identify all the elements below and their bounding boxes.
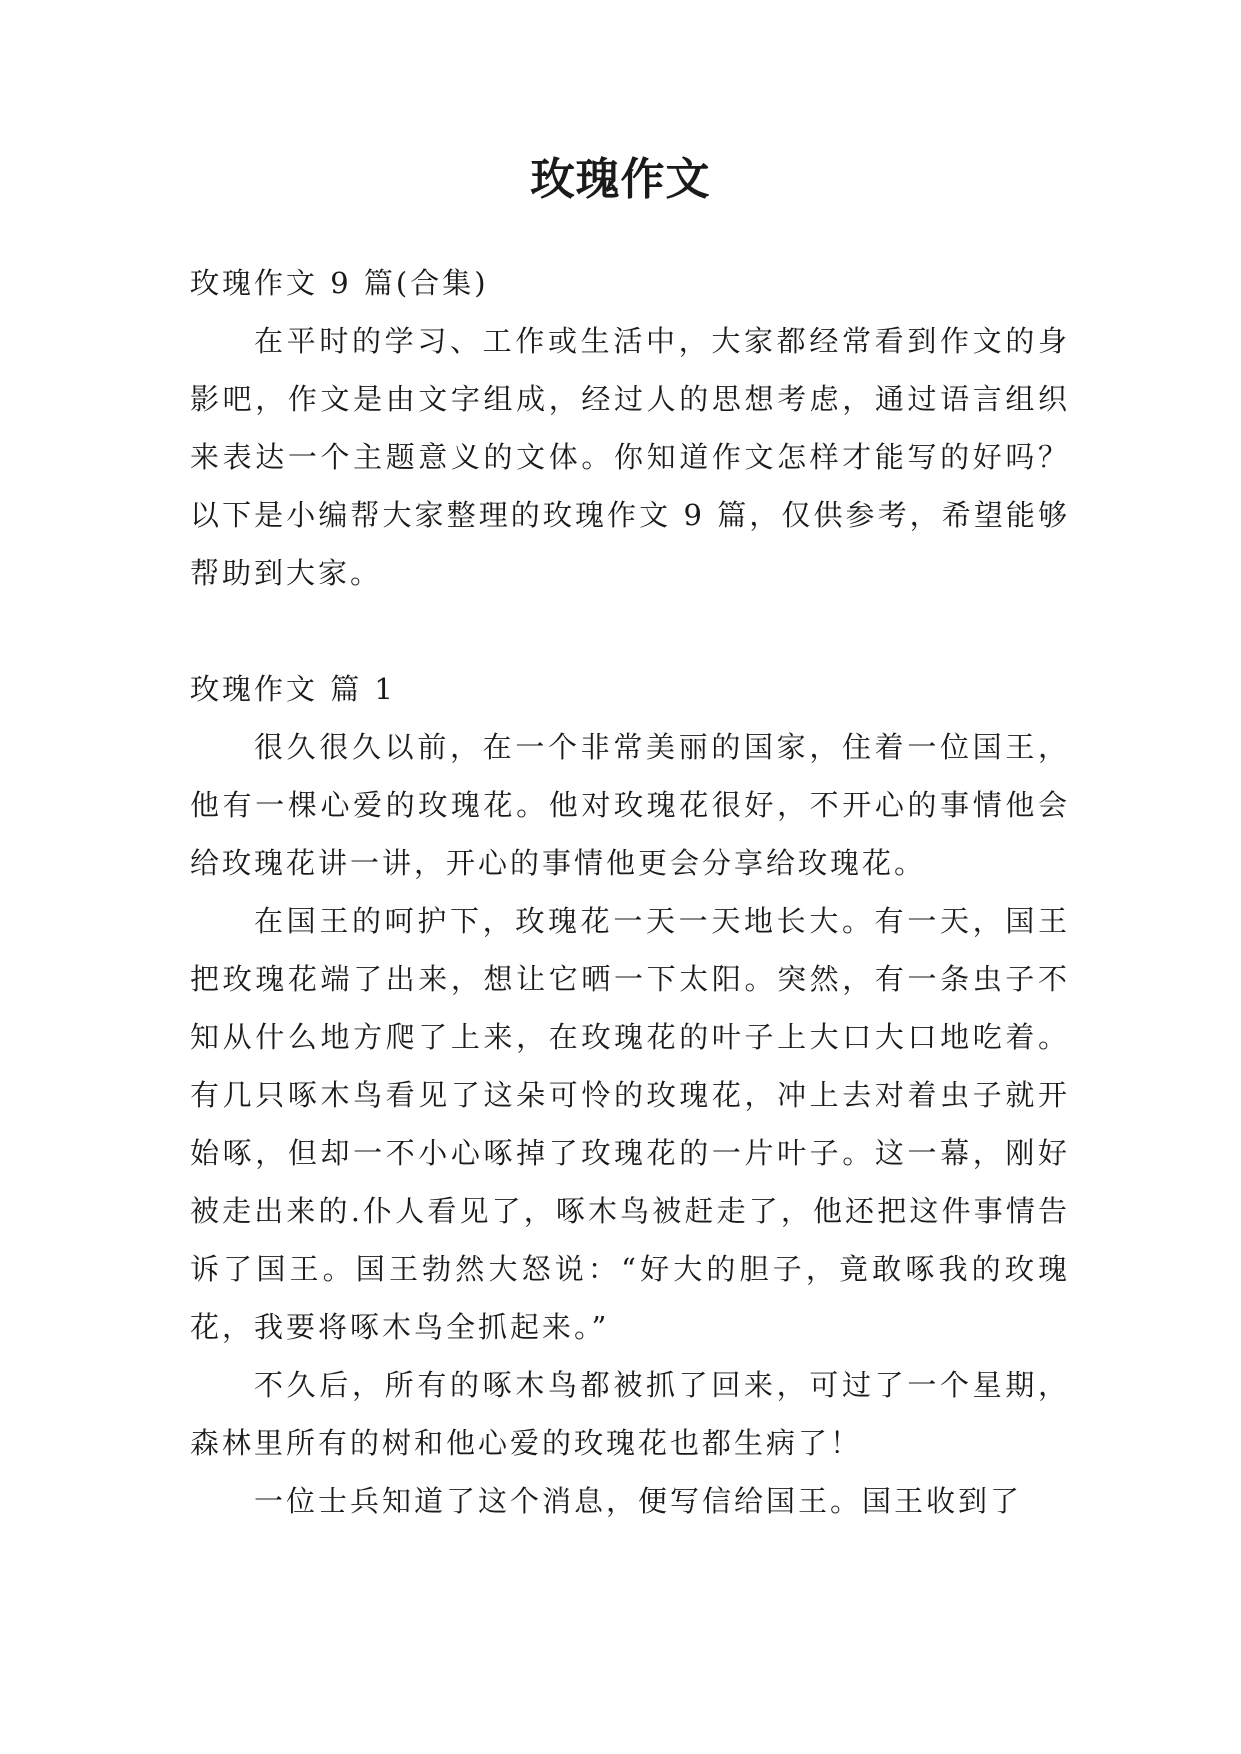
- intro-paragraph: 在平时的学习、工作或生活中，大家都经常看到作文的身影吧，作文是由文字组成，经过人的思想考虑，通过语言组织来表达一个主题意义的文体。你知道作文怎样才能写的好吗？以下是小编帮大家整理的玫瑰作文 9 篇，仅供参考，希望能够帮助到大家。: [190, 324, 1070, 590]
- body-paragraph: 在国王的呵护下，玫瑰花一天一天地长大。有一天，国王把玫瑰花端了出来，想让它晒一下太阳。突然，有一条虫子不知从什么地方爬了上来，在玫瑰花的叶子上大口大口地吃着。有几只啄木鸟看见了这朵可怜的玫瑰花，冲上去对着虫子就开始啄，但却一不小心啄掉了玫瑰花的一片叶子。这一幕，刚好被走出来的.仆人看见了，啄木鸟被赶走了，他还把这件事情告诉了国王。国王勃然大怒说：“好大的胆子，竟敢啄我的玫瑰花，我要将啄木鸟全抓起来。”: [190, 904, 1070, 1344]
- body-paragraph: 很久很久以前，在一个非常美丽的国家，住着一位国王，他有一棵心爱的玫瑰花。他对玫瑰花很好，不开心的事情他会给玫瑰花讲一讲，开心的事情他更会分享给玫瑰花。: [190, 730, 1070, 880]
- document-body: [190, 254, 1070, 1530]
- body-paragraph: 不久后，所有的啄木鸟都被抓了回来，可过了一个星期，森林里所有的树和他心爱的玫瑰花也都生病了！: [190, 1368, 1070, 1460]
- document-title: 玫瑰作文: [530, 154, 711, 205]
- document-subtitle: 玫瑰作文 9 篇(合集): [190, 266, 489, 300]
- body-paragraph: 一位士兵知道了这个消息，便写信给国王。国王收到了: [254, 1484, 1023, 1518]
- section-heading: 玫瑰作文 篇 1: [190, 672, 396, 706]
